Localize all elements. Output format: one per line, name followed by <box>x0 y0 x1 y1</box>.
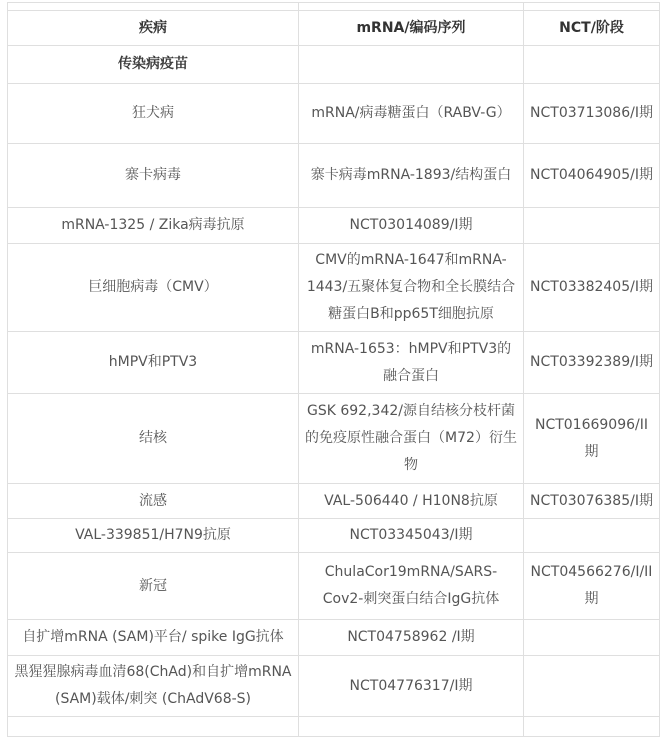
table-row-cmv <box>8 244 660 332</box>
empty-cell <box>524 620 660 656</box>
disease-cell: VAL-339851/H7N9抗原 <box>8 519 299 553</box>
column-header-nct-phase: NCT/阶段 <box>524 11 660 46</box>
disease-cell: 流感 <box>8 484 299 519</box>
table-row-h7n9-antigen <box>8 519 660 553</box>
mrna-sequence-cell: VAL-506440 / H10N8抗原 <box>299 484 524 519</box>
disease-cell: 结核 <box>8 394 299 484</box>
mrna-sequence-cell: NCT04758962 /I期 <box>299 620 524 656</box>
disease-cell: 自扩增mRNA (SAM)平台/ spike IgG抗体 <box>8 620 299 656</box>
disease-cell: mRNA-1325 / Zika病毒抗原 <box>8 208 299 244</box>
table-row-influenza <box>8 484 660 519</box>
empty-cell <box>524 46 660 84</box>
table-row-hmpv-ptv3 <box>8 332 660 394</box>
table-row-sam-platform <box>8 620 660 656</box>
table-row-zika-antigen <box>8 208 660 244</box>
mrna-sequence-cell: NCT03014089/I期 <box>299 208 524 244</box>
mrna-sequence-cell: ChulaCor19mRNA/SARS-Cov2-刺突蛋白结合IgG抗体 <box>299 553 524 620</box>
column-header-disease: 疾病 <box>8 11 299 46</box>
nct-phase-cell: NCT03382405/I期 <box>524 244 660 332</box>
column-header-mrna-sequence: mRNA/编码序列 <box>299 11 524 46</box>
disease-cell: hMPV和PTV3 <box>8 332 299 394</box>
mrna-sequence-cell: NCT03345043/I期 <box>299 519 524 553</box>
empty-cell <box>524 208 660 244</box>
empty-cell <box>524 519 660 553</box>
table-row-covid19 <box>8 553 660 620</box>
table-row-partial-top <box>8 3 660 11</box>
table-row-zika <box>8 144 660 208</box>
table-row-chadv68 <box>8 656 660 717</box>
mrna-vaccine-trials-table <box>7 2 660 737</box>
table-row-section-infectious-vaccines <box>8 46 660 84</box>
nct-phase-cell: NCT01669096/II期 <box>524 394 660 484</box>
empty-cell <box>524 717 660 737</box>
table-row-partial-bottom <box>8 717 660 737</box>
nct-phase-cell: NCT03713086/I期 <box>524 84 660 144</box>
nct-phase-cell: NCT04566276/I/II期 <box>524 553 660 620</box>
mrna-sequence-cell: GSK 692,342/源自结核分枝杆菌的免疫原性融合蛋白（M72）衍生物 <box>299 394 524 484</box>
disease-cell: 狂犬病 <box>8 84 299 144</box>
table-row-rabies <box>8 84 660 144</box>
empty-cell <box>524 3 660 11</box>
disease-cell: 寨卡病毒 <box>8 144 299 208</box>
mrna-sequence-cell: mRNA/病毒糖蛋白（RABV-G） <box>299 84 524 144</box>
disease-cell: 巨细胞病毒（CMV） <box>8 244 299 332</box>
table-row-tuberculosis <box>8 394 660 484</box>
mrna-sequence-cell: NCT04776317/I期 <box>299 656 524 717</box>
table-container <box>7 2 659 737</box>
nct-phase-cell: NCT04064905/I期 <box>524 144 660 208</box>
empty-cell <box>299 3 524 11</box>
disease-cell: 黑猩猩腺病毒血清68(ChAd)和自扩增mRNA (SAM)载体/刺突 (ChAdV68-S) <box>8 656 299 717</box>
mrna-sequence-cell: mRNA-1653：hMPV和PTV3的融合蛋白 <box>299 332 524 394</box>
disease-cell: 新冠 <box>8 553 299 620</box>
empty-cell <box>299 46 524 84</box>
nct-phase-cell: NCT03076385/I期 <box>524 484 660 519</box>
empty-cell <box>8 3 299 11</box>
empty-cell <box>299 717 524 737</box>
nct-phase-cell: NCT03392389/I期 <box>524 332 660 394</box>
mrna-sequence-cell: CMV的mRNA-1647和mRNA-1443/五聚体复合物和全长膜结合糖蛋白B和pp65T细胞抗原 <box>299 244 524 332</box>
empty-cell <box>524 656 660 717</box>
table-header-row <box>8 11 660 46</box>
empty-cell <box>8 717 299 737</box>
section-title-cell: 传染病疫苗 <box>8 46 299 84</box>
mrna-sequence-cell: 寨卡病毒mRNA-1893/结构蛋白 <box>299 144 524 208</box>
